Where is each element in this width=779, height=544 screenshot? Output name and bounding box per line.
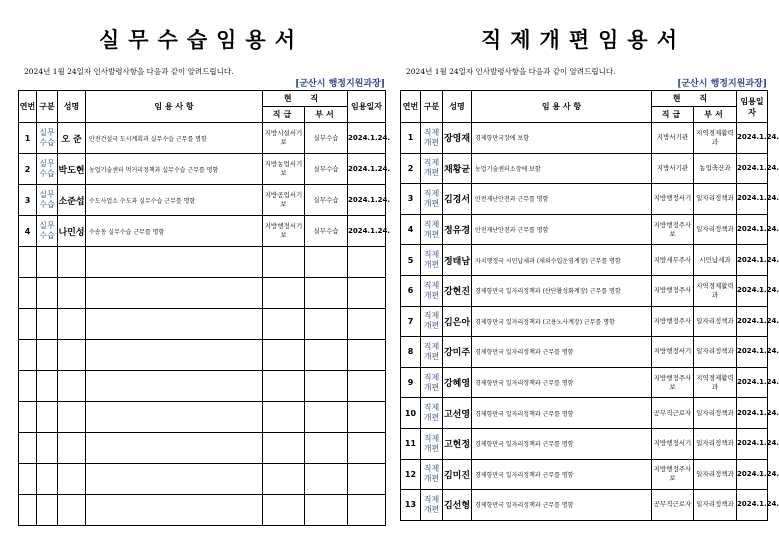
rank-cell: 지방농업서기보 [263,154,305,185]
name-cell: 강혜영 [443,367,472,398]
empty-cell [348,402,386,433]
table-row [19,154,386,185]
empty-cell [58,278,86,309]
empty-table-row [19,340,386,371]
col-rank: 직급 [263,107,305,123]
name-cell: 고현정 [443,428,472,459]
col-rank: 직급 [652,107,694,123]
appointment-detail-cell: 경제항만국 일자리정책과 근무를 명함 [472,367,652,398]
category-cell: 직제개편 [421,123,443,154]
name-cell: 장영재 [443,123,472,154]
name-cell: 정태남 [443,245,472,276]
appointment-detail-cell: 안전재난안전과 근무를 명함 [472,184,652,215]
rank-cell: 지방행정서기 [652,337,694,368]
date-cell: 2024.1.24. [737,337,768,368]
practical-training-appointment-sheet [18,0,391,544]
name-cell: 김은아 [443,306,472,337]
empty-cell [348,371,386,402]
empty-cell [263,309,305,340]
empty-table-row [19,371,386,402]
name-cell: 강미주 [443,337,472,368]
empty-table-row [19,433,386,464]
empty-cell [37,495,58,526]
row-number: 1 [401,123,421,154]
department-cell: 일자리정책과 [694,459,737,490]
empty-cell [348,278,386,309]
empty-cell [58,309,86,340]
rank-cell: 지방행정주사 [652,306,694,337]
rank-cell: 지방행정서기 [652,184,694,215]
col-no: 연번 [401,91,421,123]
row-number: 7 [401,306,421,337]
category-cell: 직제개편 [421,214,443,245]
issuing-org: [군산시 행정지원과장] [295,79,385,89]
empty-cell [19,495,37,526]
row-number: 2 [19,154,37,185]
category-cell: 직제개편 [421,367,443,398]
empty-cell [305,371,348,402]
col-name: 성명 [443,91,472,123]
row-number: 11 [401,428,421,459]
row-number: 2 [401,153,421,184]
category-cell: 직제개편 [421,398,443,429]
col-current: 현 직 [263,91,348,107]
col-date: 임용일자 [348,91,386,123]
empty-cell [86,278,263,309]
empty-cell [19,340,37,371]
issuing-org: [군산시 행정지원과장] [677,79,767,89]
empty-cell [305,340,348,371]
empty-table-row [19,278,386,309]
name-cell: 채황균 [443,153,472,184]
department-cell: 일자리정책과 [694,428,737,459]
empty-cell [348,464,386,495]
reorganization-appointment-sheet [400,0,779,544]
name-cell: 정유경 [443,214,472,245]
appointment-detail-cell: 경제항만국 일자리정책과 (산단활성화계장) 근무를 명함 [472,275,652,306]
empty-table-row [19,464,386,495]
appointment-detail-cell: 수도사업소 수도과 실무수습 근무를 명함 [86,185,263,216]
appointment-detail-cell: 자치행정국 시민납세과 (세외수입운영계장) 근무를 명함 [472,245,652,276]
table-row [401,184,768,215]
appointment-detail-cell: 수송동 실무수습 근무를 명함 [86,216,263,247]
empty-cell [37,247,58,278]
appointment-table [18,90,391,526]
rank-cell: 지방행정주사 [652,275,694,306]
empty-cell [263,495,305,526]
row-number: 5 [401,245,421,276]
date-cell: 2024.1.24. [737,275,768,306]
appointment-detail-cell: 안전건설국 도시계획과 실무수습 근무를 명함 [86,123,263,154]
date-cell: 2024.1.24. [348,216,386,247]
empty-cell [348,495,386,526]
table-row [401,245,768,276]
empty-cell [19,309,37,340]
empty-cell [19,464,37,495]
category-cell: 직제개편 [421,428,443,459]
rank-cell: 지방서기관 [652,153,694,184]
category-cell: 실무수습 [37,123,58,154]
col-current: 현 직 [652,91,737,107]
empty-cell [19,402,37,433]
empty-cell [58,464,86,495]
empty-cell [305,247,348,278]
category-cell: 직제개편 [421,490,443,521]
name-cell: 김경서 [443,184,472,215]
department-cell: 일자리정책과 [694,490,737,521]
empty-cell [58,247,86,278]
row-number: 10 [401,398,421,429]
category-cell: 실무수습 [37,185,58,216]
date-cell: 2024.1.24. [737,214,768,245]
appointment-detail-cell: 경제항만국 일자리정책과 근무를 명함 [472,490,652,521]
appointment-detail-cell: 경제항만국 일자리정책과 근무를 명함 [472,398,652,429]
department-cell: 지역경제활력과 [694,123,737,154]
department-cell: 지역경제활력과 [694,367,737,398]
empty-cell [348,340,386,371]
appointment-table [400,90,779,521]
rank-cell: 지방공업서기보 [263,185,305,216]
date-cell: 2024.1.24. [737,306,768,337]
col-name: 성명 [58,91,86,123]
empty-cell [19,433,37,464]
date-cell: 2024.1.24. [737,428,768,459]
empty-cell [37,309,58,340]
date-cell: 2024.1.24. [737,398,768,429]
table-row [401,214,768,245]
date-cell: 2024.1.24. [737,459,768,490]
rank-cell: 지방행정주사보 [652,459,694,490]
appointment-detail-cell: 경제항만국장에 보함 [472,123,652,154]
department-cell: 시민납세과 [694,245,737,276]
empty-cell [37,433,58,464]
row-number: 4 [401,214,421,245]
row-number: 1 [19,123,37,154]
date-cell: 2024.1.24. [348,123,386,154]
table-row [401,459,768,490]
empty-cell [348,247,386,278]
empty-cell [19,247,37,278]
empty-cell [305,433,348,464]
rank-cell: 지방행정주사보 [652,367,694,398]
row-number: 8 [401,337,421,368]
date-cell: 2024.1.24. [737,245,768,276]
empty-table-row [19,495,386,526]
rank-cell: 지방세무주사 [652,245,694,276]
table-row [401,306,768,337]
empty-cell [58,340,86,371]
category-cell: 직제개편 [421,153,443,184]
col-dept: 부서 [305,107,348,123]
empty-cell [19,278,37,309]
empty-table-row [19,402,386,433]
col-item: 임 용 사 항 [472,91,652,123]
empty-cell [263,464,305,495]
category-cell: 직제개편 [421,459,443,490]
document-title: 직제개편임용서 [480,27,686,52]
rank-cell: 공무직근로자 [652,398,694,429]
empty-cell [305,464,348,495]
table-row [19,216,386,247]
department-cell: 실무수습 [305,185,348,216]
department-cell: 농업축산과 [694,153,737,184]
rank-cell: 지방서기관 [652,123,694,154]
date-cell: 2024.1.24. [737,123,768,154]
date-cell: 2024.1.24. [737,490,768,521]
category-cell: 실무수습 [37,216,58,247]
date-cell: 2024.1.24. [348,185,386,216]
empty-cell [263,433,305,464]
table-row [19,185,386,216]
table-row [401,398,768,429]
col-dept: 부서 [694,107,737,123]
empty-cell [348,433,386,464]
empty-cell [263,371,305,402]
empty-cell [86,402,263,433]
empty-cell [86,247,263,278]
row-number: 12 [401,459,421,490]
row-number: 13 [401,490,421,521]
table-row [401,367,768,398]
empty-cell [263,340,305,371]
empty-cell [37,340,58,371]
empty-cell [58,371,86,402]
department-cell: 실무수습 [305,154,348,185]
col-category: 구분 [37,91,58,123]
appointment-detail-cell: 경제항만국 일자리정책과 근무를 명함 [472,337,652,368]
empty-cell [37,464,58,495]
col-category: 구분 [421,91,443,123]
empty-cell [86,340,263,371]
rank-cell: 공무직근로자 [652,490,694,521]
table-row [401,153,768,184]
empty-cell [58,402,86,433]
notice-text: 2024년 1월 24일자 인사발령사항을 다음과 같이 알려드립니다. [406,67,616,76]
date-cell: 2024.1.24. [737,184,768,215]
empty-cell [305,278,348,309]
name-cell: 고선영 [443,398,472,429]
col-no: 연번 [19,91,37,123]
name-cell: 나민성 [58,216,86,247]
table-row [401,123,768,154]
appointment-detail-cell: 경제항만국 일자리정책과 근무를 명함 [472,428,652,459]
col-item: 임 용 사 항 [86,91,263,123]
empty-cell [263,247,305,278]
appointment-detail-cell: 경제항만국 일자리정책과 (고용노사계장) 근무를 명함 [472,306,652,337]
empty-table-row [19,309,386,340]
empty-cell [37,278,58,309]
name-cell: 강현진 [443,275,472,306]
rank-cell: 지방행정주사보 [652,214,694,245]
category-cell: 직제개편 [421,184,443,215]
empty-cell [37,371,58,402]
empty-cell [263,402,305,433]
table-row [401,428,768,459]
name-cell: 오 준 [58,123,86,154]
empty-cell [37,402,58,433]
empty-cell [86,309,263,340]
category-cell: 실무수습 [37,154,58,185]
category-cell: 직제개편 [421,337,443,368]
empty-cell [263,278,305,309]
row-number: 3 [19,185,37,216]
rank-cell: 지방시설서기보 [263,123,305,154]
empty-cell [348,309,386,340]
date-cell: 2024.1.24. [737,367,768,398]
department-cell: 실무수습 [305,216,348,247]
table-row [401,275,768,306]
department-cell: 일자리정책과 [694,337,737,368]
appointment-detail-cell: 농업기술센터소장에 보함 [472,153,652,184]
category-cell: 직제개편 [421,306,443,337]
row-number: 9 [401,367,421,398]
rank-cell: 지방행정서기보 [263,216,305,247]
date-cell: 2024.1.24. [348,154,386,185]
empty-cell [305,309,348,340]
department-cell: 일자리정책과 [694,398,737,429]
table-row [19,123,386,154]
table-row [401,490,768,521]
empty-cell [305,495,348,526]
name-cell: 김미진 [443,459,472,490]
col-date: 임용일자 [737,91,768,123]
name-cell: 박도현 [58,154,86,185]
empty-cell [86,371,263,402]
rank-cell: 지방행정서기 [652,428,694,459]
document-title: 실무수습임용서 [98,27,304,52]
row-number: 6 [401,275,421,306]
category-cell: 직제개편 [421,275,443,306]
empty-cell [86,464,263,495]
department-cell: 지역경제활력과 [694,275,737,306]
empty-cell [86,433,263,464]
empty-cell [58,495,86,526]
appointment-detail-cell: 경제항만국 일자리정책과 근무를 명함 [472,459,652,490]
department-cell: 일자리정책과 [694,306,737,337]
department-cell: 일자리정책과 [694,184,737,215]
empty-table-row [19,247,386,278]
notice-text: 2024년 1월 24일자 인사발령사항을 다음과 같이 알려드립니다. [24,67,234,76]
appointment-detail-cell: 농업기술센터 먹거리정책과 실무수습 근무를 명함 [86,154,263,185]
department-cell: 실무수습 [305,123,348,154]
row-number: 3 [401,184,421,215]
name-cell: 소준섭 [58,185,86,216]
category-cell: 직제개편 [421,245,443,276]
department-cell: 일자리정책과 [694,214,737,245]
empty-cell [305,402,348,433]
appointment-detail-cell: 안전재난안전과 근무를 명함 [472,214,652,245]
empty-cell [58,433,86,464]
empty-cell [19,371,37,402]
table-row [401,337,768,368]
name-cell: 김선형 [443,490,472,521]
date-cell: 2024.1.24. [737,153,768,184]
row-number: 4 [19,216,37,247]
empty-cell [86,495,263,526]
